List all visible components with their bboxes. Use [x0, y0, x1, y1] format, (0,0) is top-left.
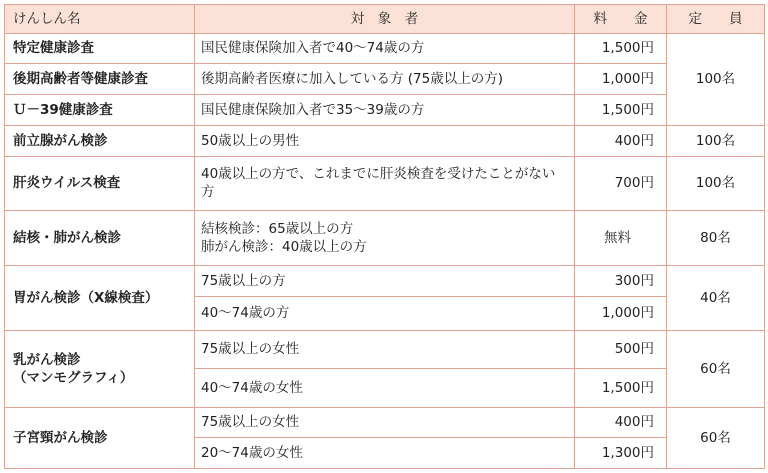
fee-cell: 500円 — [575, 330, 667, 368]
checkup-name: 特定健康診査 — [5, 34, 195, 64]
target-cell: 20〜74歳の女性 — [195, 438, 575, 469]
target-cell: 40〜74歳の方 — [195, 296, 575, 330]
target-cell: 国民健康保険加入者で40〜74歳の方 — [195, 34, 575, 64]
name-line: 乳がん検診 — [13, 351, 81, 368]
capacity-cell: 100名 — [667, 125, 765, 156]
checkup-name: 後期高齢者等健康診査 — [5, 63, 195, 94]
target-cell — [195, 211, 575, 266]
target-cell: 75歳以上の女性 — [195, 330, 575, 368]
fee-cell: 1,000円 — [575, 63, 667, 94]
capacity-cell: 100名 — [667, 34, 765, 126]
capacity-cell: 60名 — [667, 408, 765, 469]
table-row — [5, 211, 765, 266]
checkup-name: 胃がん検診（X線検査） — [5, 265, 195, 330]
header-capacity: 定 員 — [667, 5, 765, 34]
target-cell: 40歳以上の方で、これまでに肝炎検査を受けたことがない方 — [195, 156, 575, 211]
fee-cell: 1,000円 — [575, 296, 667, 330]
capacity-cell: 80名 — [667, 211, 765, 266]
checkup-name — [5, 330, 195, 407]
fee-cell: 700円 — [575, 156, 667, 211]
fee-cell: 1,500円 — [575, 368, 667, 407]
checkup-name: Ｕ－39健康診査 — [5, 94, 195, 125]
header-fee: 料 金 — [575, 5, 667, 34]
capacity-cell: 60名 — [667, 330, 765, 407]
table-row — [5, 265, 765, 296]
checkup-table — [4, 4, 765, 469]
header-row — [5, 5, 765, 34]
fee-cell: 300円 — [575, 265, 667, 296]
target-line: 肺がん検診：40歳以上の方 — [201, 239, 367, 256]
target-cell: 国民健康保険加入者で35〜39歳の方 — [195, 94, 575, 125]
target-cell: 50歳以上の男性 — [195, 125, 575, 156]
fee-cell: 1,500円 — [575, 34, 667, 64]
table-row — [5, 330, 765, 368]
checkup-name: 前立腺がん検診 — [5, 125, 195, 156]
target-line: 結核検診：65歳以上の方 — [201, 220, 354, 237]
fee-cell: 1,500円 — [575, 94, 667, 125]
fee-cell: 400円 — [575, 408, 667, 438]
fee-cell: 無料 — [575, 211, 667, 266]
target-cell: 75歳以上の方 — [195, 265, 575, 296]
fee-cell: 1,300円 — [575, 438, 667, 469]
table-row — [5, 63, 765, 94]
table-row — [5, 34, 765, 64]
table-row — [5, 125, 765, 156]
table-row — [5, 408, 765, 438]
header-target: 対 象 者 — [195, 5, 575, 34]
checkup-table-container — [4, 4, 764, 469]
checkup-name: 結核・肺がん検診 — [5, 211, 195, 266]
target-cell: 75歳以上の女性 — [195, 408, 575, 438]
capacity-cell: 40名 — [667, 265, 765, 330]
table-row — [5, 94, 765, 125]
checkup-name: 子宮頸がん検診 — [5, 408, 195, 469]
table-row — [5, 156, 765, 211]
capacity-cell: 100名 — [667, 156, 765, 211]
target-cell: 後期高齢者医療に加入している方 (75歳以上の方) — [195, 63, 575, 94]
header-checkup-name: けんしん名 — [5, 5, 195, 34]
name-line: （マンモグラフィ） — [13, 369, 134, 386]
fee-cell: 400円 — [575, 125, 667, 156]
checkup-name: 肝炎ウイルス検査 — [5, 156, 195, 211]
target-cell: 40〜74歳の女性 — [195, 368, 575, 407]
